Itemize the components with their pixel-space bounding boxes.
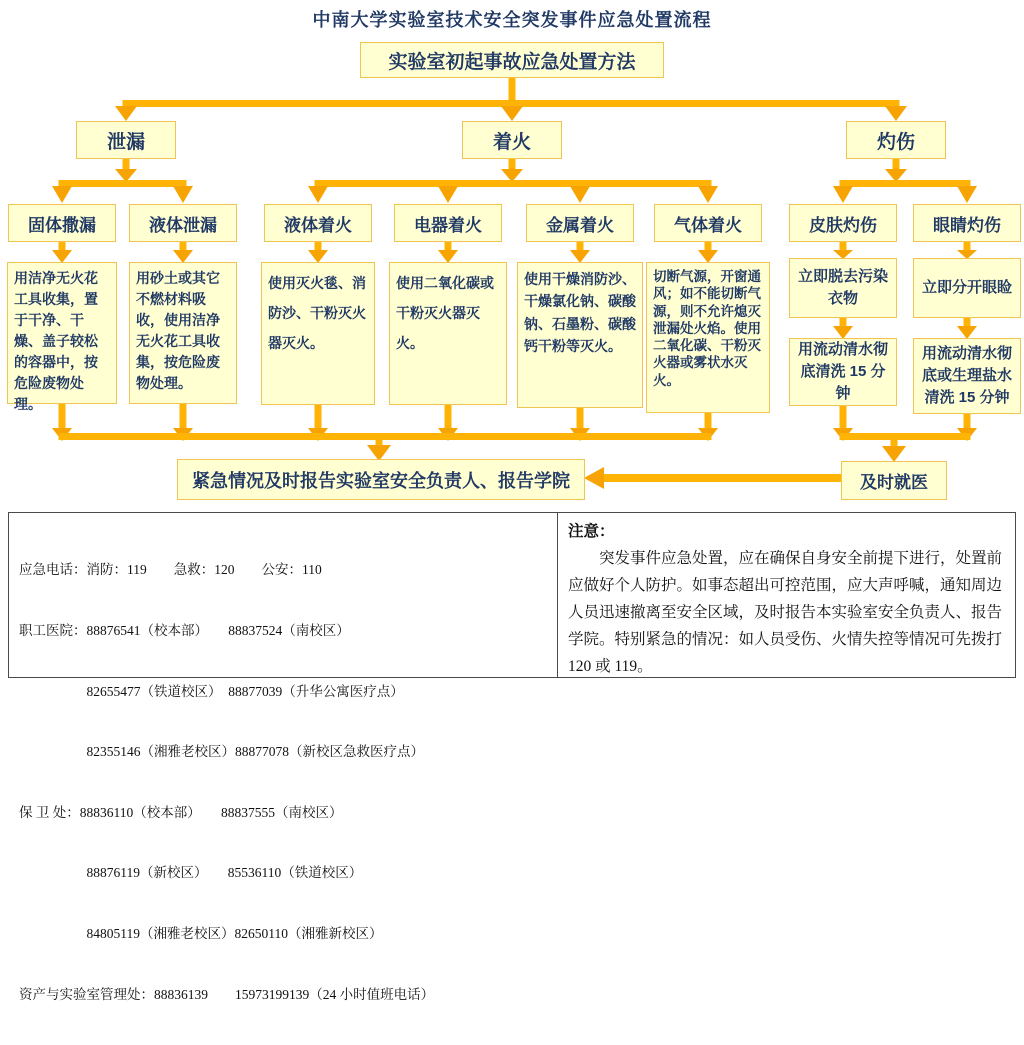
- node-root: [360, 42, 664, 78]
- desc-liquid-leak-text: 用砂土或其它不燃材料吸收，使用洁净无火花工具收集，按危险废物处理。: [136, 270, 220, 391]
- contact-line: 应急电话：消防：119 急救：120 公安：110: [19, 562, 322, 578]
- node-burn: [846, 121, 946, 159]
- footer-table: [8, 512, 1016, 1002]
- desc-liquid-fire-text: 使用灭火毯、消防沙、干粉灭火器灭火。: [268, 275, 366, 352]
- contact-line: 保 卫 处：88836110（校本部） 88837555（南校区）: [19, 804, 343, 820]
- desc-metal-fire-text: 使用干燥消防沙、干燥氯化钠、碳酸钠、石墨粉、碳酸钙干粉等灭火。: [524, 271, 636, 355]
- step-eye-burn-1: [913, 258, 1021, 318]
- node-root-label: 实验室初起事故应急处置方法: [388, 51, 636, 73]
- step-eye-burn-1-text: 立即分开眼睑: [921, 279, 1012, 297]
- footer-note-body: 突发事件应急处置，应在确保自身安全前提下进行，处置前应做好个人防护。如事态超出可控范围，应大声呼喊，通知周边人员迅速撤离至安全区域，及时报告本实验室安全负责人、报告学院。特别紧急的情况：如人员受伤、火情失控等情况可先拨打 120 或 119。: [568, 550, 1003, 675]
- step-eye-burn-2-text: 用流动清水彻底或生理盐水清洗 15 分钟: [921, 345, 1012, 406]
- node-burn-label: 灼伤: [876, 131, 915, 153]
- node-leak: [76, 121, 176, 159]
- node-skin-burn: [789, 204, 897, 242]
- step-skin-burn-2: [789, 338, 897, 406]
- step-skin-burn-2-text: 用流动清水彻底清洗 15 分钟: [797, 341, 888, 402]
- node-solid-spill-label: 固体撒漏: [28, 215, 96, 235]
- desc-metal-fire: [517, 262, 643, 408]
- desc-liquid-fire: [261, 262, 375, 405]
- footer-note-title: 注意：: [568, 523, 615, 540]
- node-metal-fire-label: 金属着火: [546, 215, 614, 235]
- node-liquid-leak-label: 液体泄漏: [149, 215, 217, 235]
- contact-line: 职工医院：88876541（校本部） 88837524（南校区）: [19, 623, 350, 639]
- desc-electrical-fire: [389, 262, 507, 405]
- node-fire: [462, 121, 562, 159]
- node-gas-fire: [654, 204, 762, 242]
- contact-line: 82355146（湘雅老校区）88877078（新校区急救医疗点）: [19, 744, 424, 760]
- node-liquid-fire: [264, 204, 372, 242]
- step-skin-burn-1-text: 立即脱去污染衣物: [797, 268, 888, 307]
- desc-gas-fire: [646, 262, 770, 413]
- node-electrical-fire-label: 电器着火: [414, 215, 482, 235]
- page-title: 中南大学实验室技术安全突发事件应急处置流程: [312, 10, 712, 30]
- desc-solid-spill: [7, 262, 117, 412]
- desc-solid-spill-text: 用洁净无火花工具收集，置于干净、干燥、盖子较松的容器中，按危险废物处理。: [14, 270, 98, 412]
- desc-electrical-fire-text: 使用二氧化碳或干粉灭火器灭火。: [396, 275, 494, 352]
- node-skin-burn-label: 皮肤灼伤: [809, 215, 877, 235]
- footer-contacts: [9, 513, 558, 1002]
- node-eye-burn-label: 眼睛灼伤: [933, 215, 1001, 235]
- node-gas-fire-label: 气体着火: [674, 215, 742, 235]
- desc-gas-fire-text: 切断气源，开窗通风；如不能切断气源，则不允许熄灭泄漏处火焰。使用二氧化碳、干粉灭火器或雾状水灭火。: [653, 269, 761, 388]
- node-solid-spill: [8, 204, 116, 242]
- node-fire-label: 着火: [492, 131, 531, 153]
- contact-line: 84805119（湘雅老校区）82650110（湘雅新校区）: [19, 926, 383, 942]
- footer-note: [558, 513, 1015, 677]
- node-electrical-fire: [394, 204, 502, 242]
- node-report: [177, 459, 585, 500]
- node-eye-burn: [913, 204, 1021, 242]
- desc-liquid-leak: [129, 262, 237, 404]
- node-seek-medical: [841, 461, 947, 500]
- node-liquid-leak: [129, 204, 237, 242]
- contact-line: 资产与实验室管理处：88836139 15973199139（24 小时值班电话）: [19, 986, 435, 1002]
- node-leak-label: 泄漏: [106, 131, 145, 153]
- node-report-label: 紧急情况及时报告实验室安全负责人、报告学院: [192, 470, 570, 491]
- node-liquid-fire-label: 液体着火: [284, 215, 352, 235]
- contact-line: 88876119（新校区） 85536110（铁道校区）: [19, 865, 363, 881]
- contact-line: 82655477（铁道校区） 88877039（升华公寓医疗点）: [19, 683, 404, 699]
- node-seek-medical-label: 及时就医: [860, 473, 928, 492]
- node-metal-fire: [526, 204, 634, 242]
- step-skin-burn-1: [789, 258, 897, 318]
- step-eye-burn-2: [913, 338, 1021, 414]
